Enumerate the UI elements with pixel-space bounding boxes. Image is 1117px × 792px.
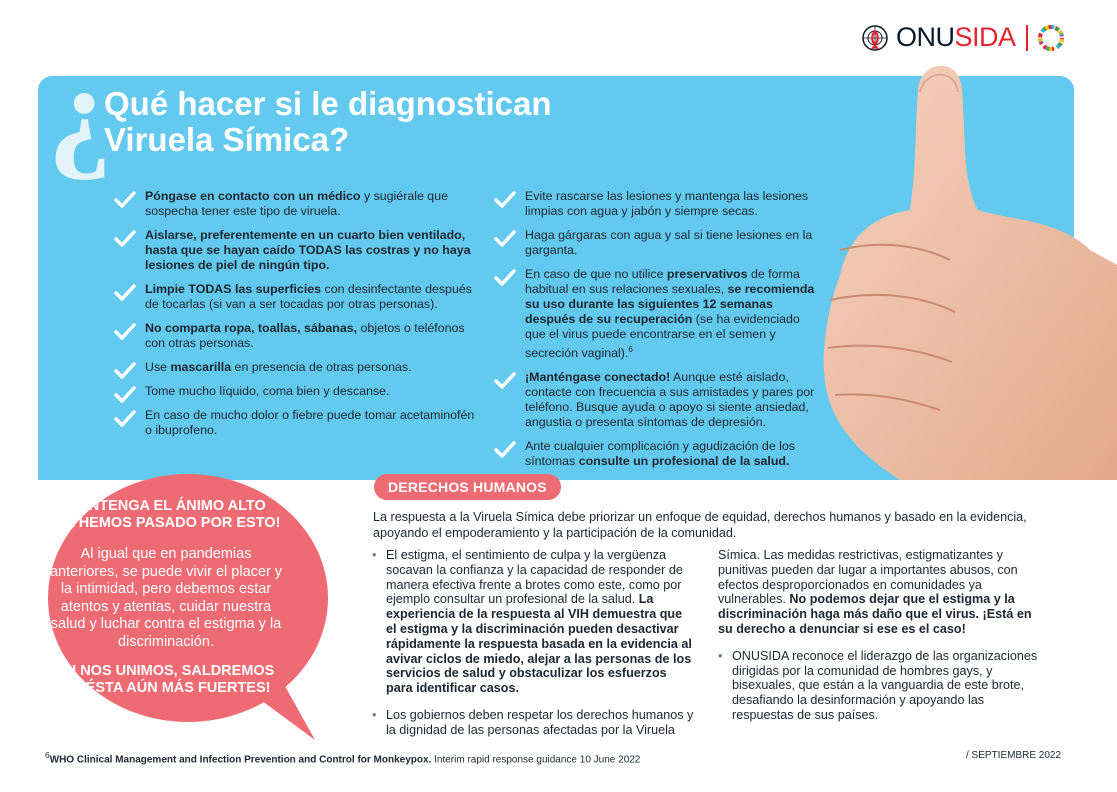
human-rights-intro: La respuesta a la Viruela Símica debe priorizar un enfoque de equidad, derechos humanos y basado en la evidencia, apoyando el empoderamiento y la participación de la comunidad.: [373, 510, 1027, 540]
bullet-icon: •: [718, 648, 723, 663]
question-mark-icon: ?: [48, 67, 112, 209]
checkmark-icon: [114, 410, 136, 428]
list-item: Limpie TODAS las superficies con desinfectante después de tocarlas (si van a ser tocadas por otras personas).: [112, 282, 482, 312]
speech-bubble-text: [46, 498, 286, 711]
list-item: Use mascarilla en presencia de otras personas.: [112, 360, 482, 375]
checklist-right: [492, 189, 822, 478]
list-item: En caso de que no utilice preservativos de forma habitual en sus relaciones sexuales, se recomienda su uso durante las siguientes 12 semanas después de su recuperación (se ha evidenciado que el virus puede encontrarse en el semen y secreción vaginal).$^6$: [492, 267, 822, 361]
human-rights-col-left: [372, 548, 694, 750]
checkmark-icon: [494, 269, 516, 287]
list-item: Evite rascarse las lesiones y mantenga las lesiones limpias con agua y jabón y siempre secas.: [492, 189, 822, 219]
list-item: Haga gárgaras con agua y sal si tiene lesiones en la garganta.: [492, 228, 822, 258]
checkmark-icon: [494, 230, 516, 248]
bullet-icon: •: [372, 548, 377, 562]
speech-body: Al igual que en pandemias anteriores, se puede vivir el placer y la intimidad, pero debemos estar atentos y atentas, cuidar nuestra salud y luchar contra el estigma y la discriminación.: [49, 546, 283, 650]
speech-heading: MANTENGA EL ÁNIMO ALTO ¡YA HEMOS PASADO POR ESTO!: [51, 498, 281, 531]
human-rights-heading: DERECHOS HUMANOS: [374, 474, 561, 500]
logo-wordmark: ONUSIDA: [896, 22, 1016, 52]
footnote: $^6$WHO Clinical Management and Infection Prevention and Control for Monkeypox. Interim rapid response guidance 10 June 2022: [45, 750, 641, 766]
list-item: • ONUSIDA reconoce el liderazgo de las organizaciones dirigidas por la comunidad de hombres gays, y bisexuales, que están a la vanguardia de este brote, desafiando la desinformación y apoyando las respuestas de sus países.: [718, 648, 1038, 722]
publication-date: / SEPTIEMBRE 2022: [966, 750, 1062, 761]
checkmark-icon: [114, 362, 136, 380]
logo-divider: [1026, 25, 1028, 51]
list-item-continued: Símica. Las medidas restrictivas, estigmatizantes y punitivas pueden dar lugar a importantes abusos, con efectos desproporcionados en comunidades ya vulnerables. No podemos dejar que el estigma y la discriminación haga más daño que el virus. ¡Está en su derecho a denunciar si ese es el caso!: [718, 548, 1032, 636]
speech-footer: ¡SI NOS UNIMOS, SALDREMOS DE ÉSTA AÚN MÁS FUERTES!: [57, 663, 275, 696]
human-rights-col-right: [718, 548, 1048, 735]
checkmark-icon: [494, 441, 516, 459]
checklist-left: [112, 189, 482, 447]
checkmark-icon: [114, 386, 136, 404]
list-item: Aislarse, preferentemente en un cuarto bien ventilado, hasta que se hayan caído TODAS las costras y no haya lesiones de piel de ningún tipo.: [112, 228, 482, 273]
sdg-wheel-icon: [1038, 25, 1064, 51]
un-emblem-icon: [860, 23, 890, 53]
list-item: • Los gobiernos deben respetar los derechos humanos y la dignidad de las personas afectadas por la Viruela: [372, 707, 694, 737]
page-title: Qué hacer si le diagnostican Viruela Símica?: [104, 85, 552, 158]
list-item: ¡Manténgase conectado! Aunque esté aislado, contacte con frecuencia a sus amistades y pares por teléfono. Busque ayuda o apoyo si siente ansiedad, angustia o presenta síntomas de depresión.: [492, 370, 822, 430]
list-item: Ante cualquier complicación y agudización de los síntomas consulte un profesional de la salud.: [492, 439, 822, 469]
checkmark-icon: [494, 372, 516, 390]
checkmark-icon: [114, 323, 136, 341]
checkmark-icon: [494, 191, 516, 209]
list-item: En caso de mucho dolor o fiebre puede tomar acetaminofén o ibuprofeno.: [112, 408, 482, 438]
checkmark-icon: [114, 191, 136, 209]
checkmark-icon: [114, 230, 136, 248]
bullet-icon: •: [372, 707, 377, 722]
list-item: Tome mucho líquido, coma bien y descanse.: [112, 384, 482, 399]
list-item: No comparta ropa, toallas, sábanas, objetos o teléfonos con otras personas.: [112, 321, 482, 351]
checkmark-icon: [114, 284, 136, 302]
list-item: Póngase en contacto con un médico y sugiérale que sospecha tener este tipo de viruela.: [112, 189, 482, 219]
thumbs-up-illustration: [790, 50, 1117, 480]
onusida-logo: [860, 22, 1064, 53]
list-item: • El estigma, el sentimiento de culpa y la vergüenza socavan la confianza y la capacidad de responder de manera efectiva frente a brotes como este, como por ejemplo consultar un profesional de la salud. La experiencia de la respuesta al VIH demuestra que el estigma y la discriminación pueden desactivar rápidamente la respuesta basada en la evidencia al avivar ciclos de miedo, alejar a las personas de los servicios de salud y obstaculizar los esfuerzos para identificar casos.: [372, 548, 692, 696]
